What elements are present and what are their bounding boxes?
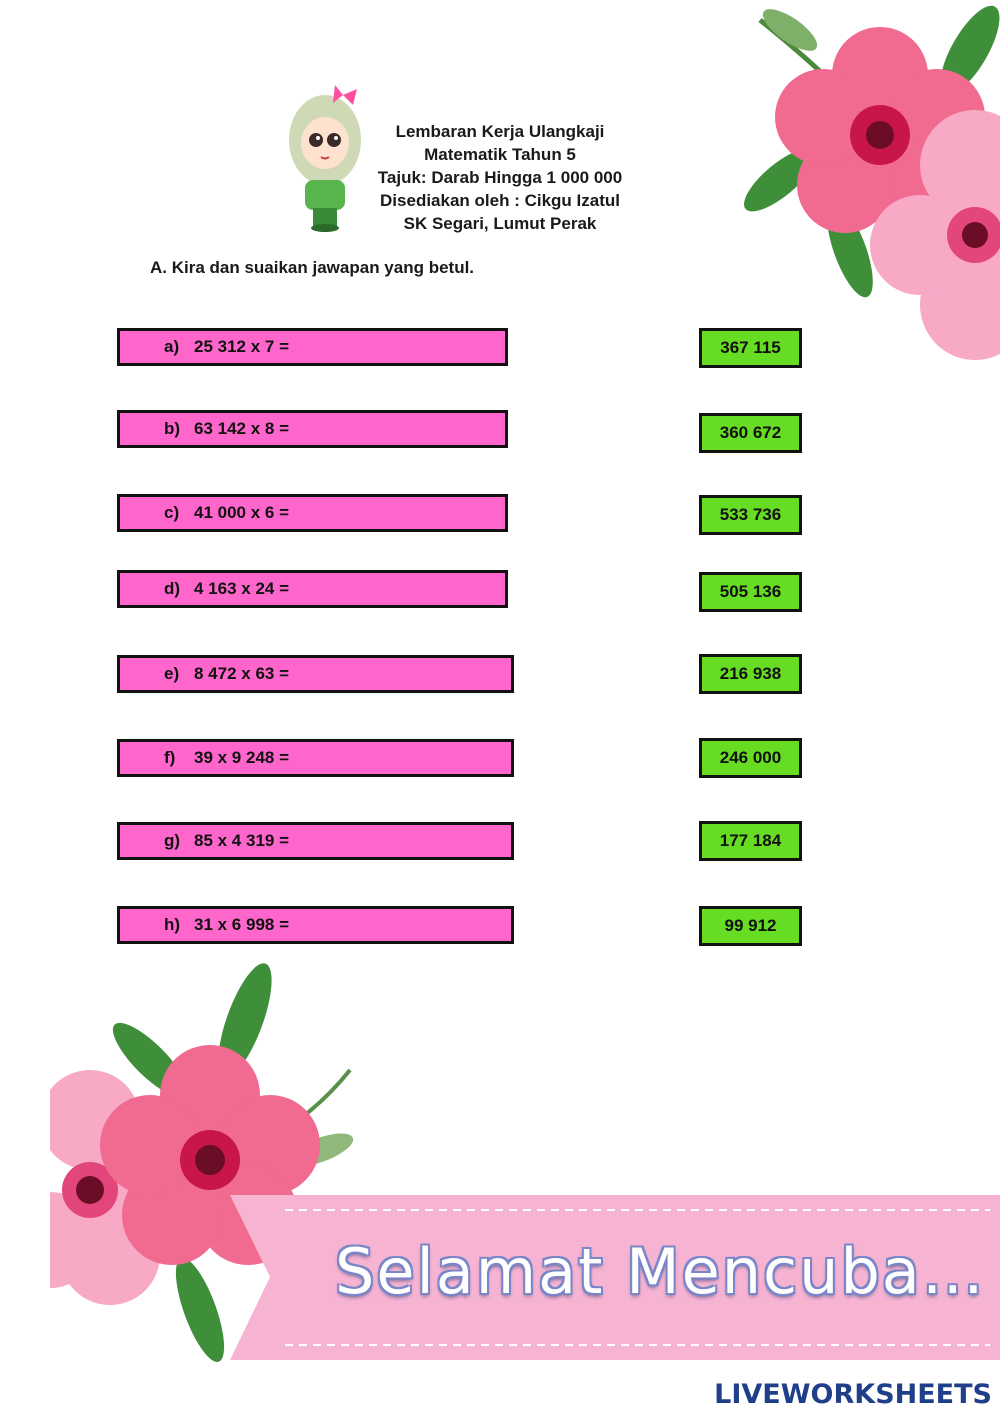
question-letter: b) [164,419,181,438]
worksheet-header [355,120,645,235]
question-box-e[interactable] [117,655,514,693]
answer-box[interactable]: 216 938 [699,654,802,694]
question-text: 39 x 9 248 = [194,748,290,767]
question-letter: c) [164,503,180,522]
question-letter: d) [164,579,181,598]
question-box-b[interactable] [117,410,508,448]
question-text: 85 x 4 319 = [194,831,290,850]
question-box-g[interactable] [117,822,514,860]
answer-box[interactable]: 360 672 [699,413,802,453]
question-letter: g) [164,831,181,850]
question-text: 41 000 x 6 = [194,503,290,522]
question-text: 63 142 x 8 = [194,419,290,438]
banner-text: Selamat Mencuba… [335,1235,986,1308]
question-letter: e) [164,664,180,683]
header-topic: Tajuk: Darab Hingga 1 000 000 [377,168,623,187]
answer-box[interactable]: 99 912 [699,906,802,946]
question-text: 31 x 6 998 = [194,915,290,934]
question-box-d[interactable] [117,570,508,608]
header-subject: Matematik Tahun 5 [424,145,576,164]
flower-decoration-top [700,0,1000,360]
question-text: 4 163 x 24 = [194,579,290,598]
liveworksheets-logo [714,1379,992,1410]
question-letter: f) [164,748,176,767]
question-box-c[interactable] [117,494,508,532]
answer-box[interactable]: 533 736 [699,495,802,535]
question-box-h[interactable] [117,906,514,944]
header-author: Disediakan oleh : Cikgu Izatul [380,191,620,210]
question-box-f[interactable] [117,739,514,777]
question-letter: h) [164,915,181,934]
question-text: 25 312 x 7 = [194,337,290,356]
instruction: A. Kira dan suaikan jawapan yang betul. [150,258,475,277]
brand-text: LIVEWORKSHEETS [714,1379,992,1410]
answer-box[interactable]: 367 115 [699,328,802,368]
answer-box[interactable]: 246 000 [699,738,802,778]
question-box-a[interactable] [117,328,508,366]
answer-box[interactable]: 177 184 [699,821,802,861]
header-title: Lembaran Kerja Ulangkaji [395,122,605,141]
girl-avatar [285,85,365,235]
header-school: SK Segari, Lumut Perak [403,214,597,233]
question-text: 8 472 x 63 = [194,664,290,683]
question-letter: a) [164,337,180,356]
answer-box[interactable]: 505 136 [699,572,802,612]
